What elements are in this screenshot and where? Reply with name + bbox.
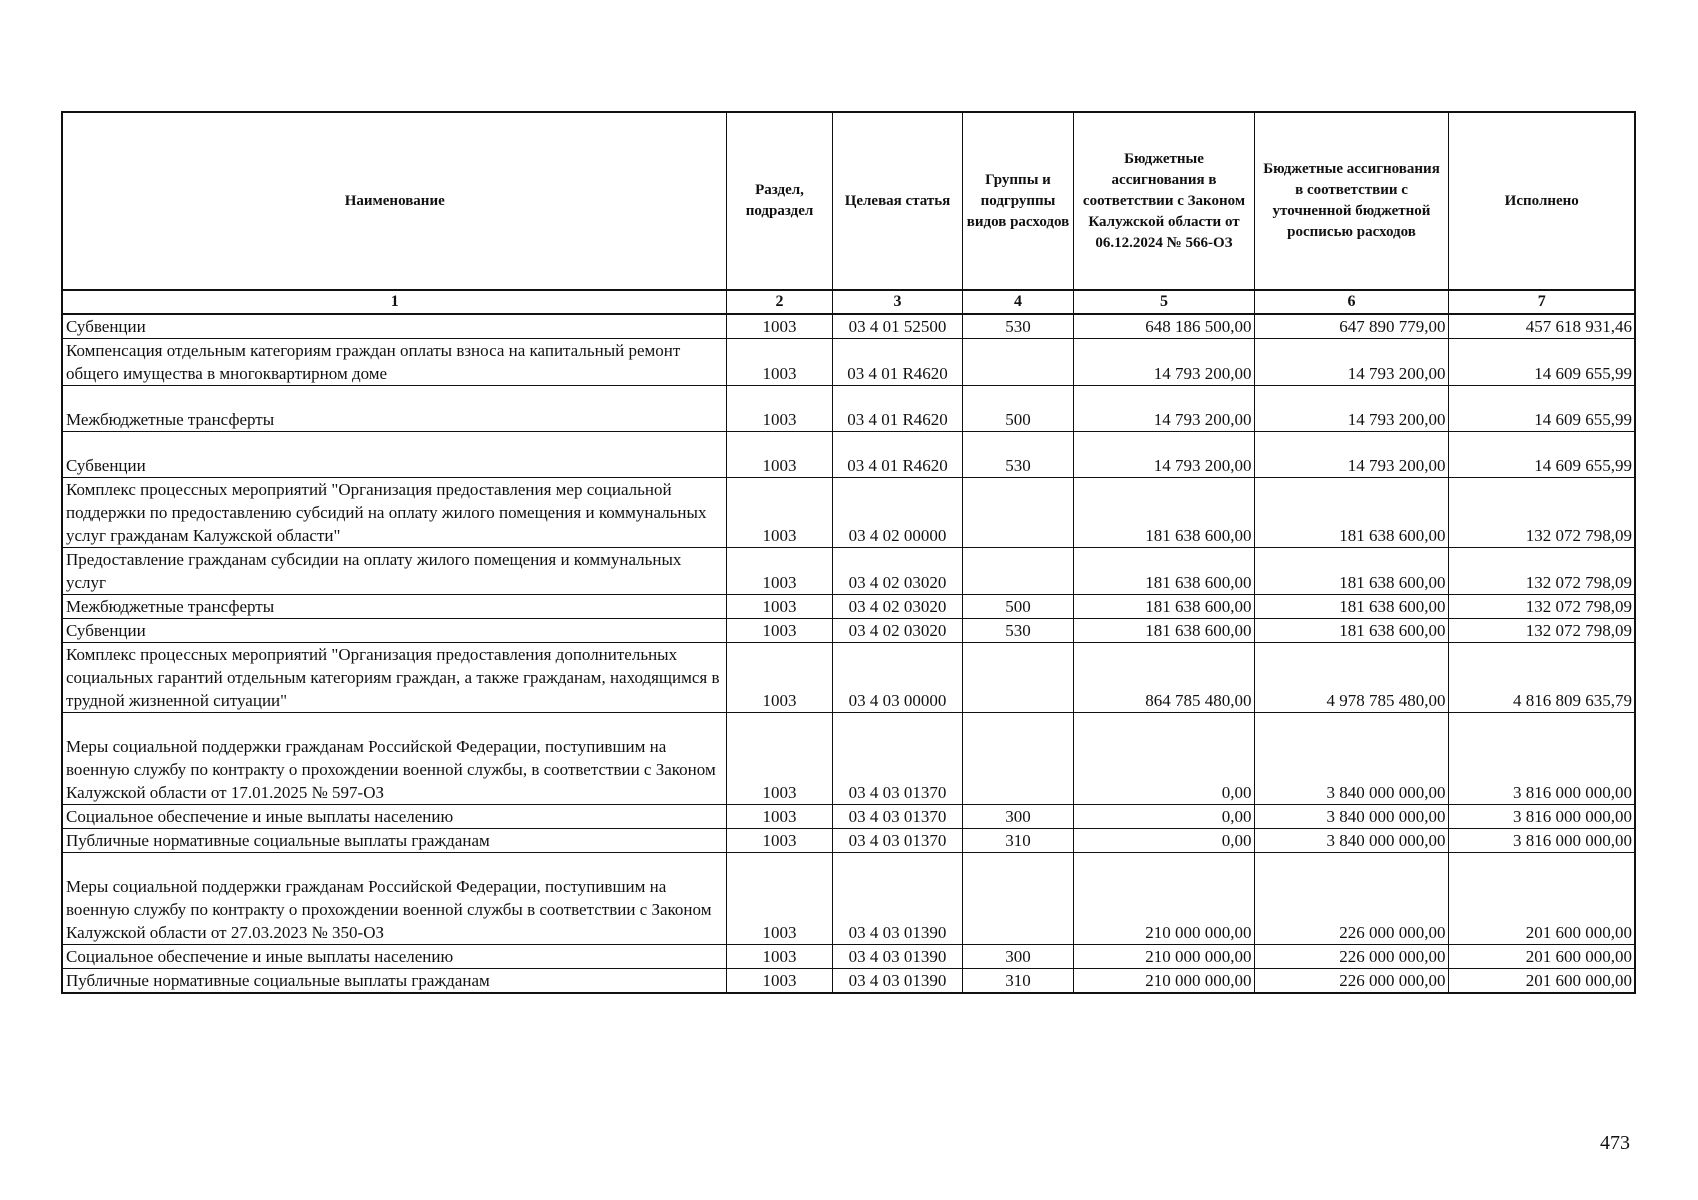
table-row bbox=[62, 805, 1635, 829]
row-article: 03 4 01 R4620 bbox=[832, 339, 962, 386]
row-group bbox=[962, 713, 1073, 805]
row-refined-allocation: 181 638 600,00 bbox=[1254, 478, 1448, 548]
row-name: Межбюджетные трансферты bbox=[62, 595, 726, 619]
row-article: 03 4 03 01390 bbox=[832, 945, 962, 969]
row-name: Социальное обеспечение и иные выплаты населению bbox=[62, 945, 726, 969]
row-article: 03 4 03 01390 bbox=[832, 853, 962, 945]
row-refined-allocation: 226 000 000,00 bbox=[1254, 853, 1448, 945]
row-section: 1003 bbox=[726, 595, 832, 619]
table-row bbox=[62, 853, 1635, 945]
row-refined-allocation: 3 840 000 000,00 bbox=[1254, 713, 1448, 805]
row-executed: 3 816 000 000,00 bbox=[1448, 829, 1635, 853]
row-name: Публичные нормативные социальные выплаты гражданам bbox=[62, 829, 726, 853]
row-law-allocation: 0,00 bbox=[1073, 713, 1254, 805]
row-article: 03 4 02 00000 bbox=[832, 478, 962, 548]
row-executed: 4 816 809 635,79 bbox=[1448, 643, 1635, 713]
header-group: Группы и подгруппы видов расходов bbox=[962, 112, 1073, 290]
row-refined-allocation: 3 840 000 000,00 bbox=[1254, 829, 1448, 853]
row-law-allocation: 14 793 200,00 bbox=[1073, 339, 1254, 386]
row-article: 03 4 01 R4620 bbox=[832, 386, 962, 432]
budget-table bbox=[61, 111, 1636, 994]
row-article: 03 4 02 03020 bbox=[832, 548, 962, 595]
row-refined-allocation: 226 000 000,00 bbox=[1254, 945, 1448, 969]
column-number: 1 bbox=[62, 290, 726, 314]
table-row bbox=[62, 478, 1635, 548]
header-executed: Исполнено bbox=[1448, 112, 1635, 290]
row-section: 1003 bbox=[726, 805, 832, 829]
row-section: 1003 bbox=[726, 478, 832, 548]
table-row bbox=[62, 969, 1635, 994]
row-section: 1003 bbox=[726, 619, 832, 643]
row-executed: 14 609 655,99 bbox=[1448, 339, 1635, 386]
row-group: 310 bbox=[962, 829, 1073, 853]
row-article: 03 4 03 00000 bbox=[832, 643, 962, 713]
table-row bbox=[62, 314, 1635, 339]
row-group bbox=[962, 853, 1073, 945]
row-name: Меры социальной поддержки гражданам Российской Федерации, поступившим на военную службу по контракту о прохождении военной службы, в соответствии с Законом Калужской области от 17.01.2025 № 597-ОЗ bbox=[62, 713, 726, 805]
row-executed: 132 072 798,09 bbox=[1448, 548, 1635, 595]
row-group bbox=[962, 478, 1073, 548]
row-section: 1003 bbox=[726, 386, 832, 432]
row-executed: 132 072 798,09 bbox=[1448, 478, 1635, 548]
table-row bbox=[62, 595, 1635, 619]
row-refined-allocation: 226 000 000,00 bbox=[1254, 969, 1448, 994]
row-law-allocation: 210 000 000,00 bbox=[1073, 853, 1254, 945]
column-number: 2 bbox=[726, 290, 832, 314]
row-section: 1003 bbox=[726, 853, 832, 945]
column-number: 6 bbox=[1254, 290, 1448, 314]
row-section: 1003 bbox=[726, 713, 832, 805]
table-row bbox=[62, 386, 1635, 432]
row-group bbox=[962, 643, 1073, 713]
row-law-allocation: 864 785 480,00 bbox=[1073, 643, 1254, 713]
row-refined-allocation: 14 793 200,00 bbox=[1254, 339, 1448, 386]
row-name: Межбюджетные трансферты bbox=[62, 386, 726, 432]
row-name: Комплекс процессных мероприятий "Организация предоставления мер социальной поддержки по предоставлению субсидий на оплату жилого помещения и коммунальных услуг гражданам Калужской области" bbox=[62, 478, 726, 548]
row-group: 300 bbox=[962, 805, 1073, 829]
row-name: Социальное обеспечение и иные выплаты населению bbox=[62, 805, 726, 829]
row-article: 03 4 03 01370 bbox=[832, 829, 962, 853]
table-row bbox=[62, 619, 1635, 643]
header-article: Целевая статья bbox=[832, 112, 962, 290]
row-name: Комплекс процессных мероприятий "Организация предоставления дополнительных социальных гарантий отдельным категориям граждан, а также гражданам, находящимся в трудной жизненной ситуации" bbox=[62, 643, 726, 713]
row-section: 1003 bbox=[726, 432, 832, 478]
row-group: 300 bbox=[962, 945, 1073, 969]
row-executed: 3 816 000 000,00 bbox=[1448, 713, 1635, 805]
row-law-allocation: 0,00 bbox=[1073, 805, 1254, 829]
row-law-allocation: 181 638 600,00 bbox=[1073, 478, 1254, 548]
row-executed: 132 072 798,09 bbox=[1448, 595, 1635, 619]
row-section: 1003 bbox=[726, 314, 832, 339]
column-number: 5 bbox=[1073, 290, 1254, 314]
row-article: 03 4 03 01370 bbox=[832, 713, 962, 805]
row-group: 500 bbox=[962, 595, 1073, 619]
header-row bbox=[62, 112, 1635, 290]
table-body bbox=[62, 314, 1635, 993]
row-section: 1003 bbox=[726, 643, 832, 713]
row-refined-allocation: 14 793 200,00 bbox=[1254, 386, 1448, 432]
header-name: Наименование bbox=[62, 112, 726, 290]
row-section: 1003 bbox=[726, 548, 832, 595]
row-executed: 14 609 655,99 bbox=[1448, 386, 1635, 432]
row-executed: 201 600 000,00 bbox=[1448, 853, 1635, 945]
column-number: 3 bbox=[832, 290, 962, 314]
row-refined-allocation: 4 978 785 480,00 bbox=[1254, 643, 1448, 713]
row-law-allocation: 0,00 bbox=[1073, 829, 1254, 853]
row-article: 03 4 03 01390 bbox=[832, 969, 962, 994]
row-law-allocation: 14 793 200,00 bbox=[1073, 432, 1254, 478]
row-group bbox=[962, 339, 1073, 386]
row-name: Субвенции bbox=[62, 314, 726, 339]
row-section: 1003 bbox=[726, 339, 832, 386]
column-number-row bbox=[62, 290, 1635, 314]
table-row bbox=[62, 339, 1635, 386]
row-name: Публичные нормативные социальные выплаты гражданам bbox=[62, 969, 726, 994]
row-law-allocation: 181 638 600,00 bbox=[1073, 619, 1254, 643]
row-article: 03 4 03 01370 bbox=[832, 805, 962, 829]
page-number: 473 bbox=[1600, 1132, 1630, 1154]
row-law-allocation: 181 638 600,00 bbox=[1073, 595, 1254, 619]
row-article: 03 4 01 R4620 bbox=[832, 432, 962, 478]
row-refined-allocation: 181 638 600,00 bbox=[1254, 548, 1448, 595]
row-article: 03 4 01 52500 bbox=[832, 314, 962, 339]
header-law-allocation: Бюджетные ассигнования в соответствии с Законом Калужской области от 06.12.2024 № 566-ОЗ bbox=[1073, 112, 1254, 290]
row-refined-allocation: 647 890 779,00 bbox=[1254, 314, 1448, 339]
row-law-allocation: 210 000 000,00 bbox=[1073, 945, 1254, 969]
row-name: Меры социальной поддержки гражданам Российской Федерации, поступившим на военную службу по контракту о прохождении военной службы в соответствии с Законом Калужской области от 27.03.2023 № 350-ОЗ bbox=[62, 853, 726, 945]
header-section: Раздел, подраздел bbox=[726, 112, 832, 290]
table-row bbox=[62, 432, 1635, 478]
row-executed: 201 600 000,00 bbox=[1448, 969, 1635, 994]
row-group: 530 bbox=[962, 314, 1073, 339]
row-executed: 3 816 000 000,00 bbox=[1448, 805, 1635, 829]
row-executed: 201 600 000,00 bbox=[1448, 945, 1635, 969]
row-refined-allocation: 181 638 600,00 bbox=[1254, 619, 1448, 643]
row-article: 03 4 02 03020 bbox=[832, 595, 962, 619]
row-group: 310 bbox=[962, 969, 1073, 994]
row-law-allocation: 648 186 500,00 bbox=[1073, 314, 1254, 339]
column-number: 4 bbox=[962, 290, 1073, 314]
row-section: 1003 bbox=[726, 969, 832, 994]
row-executed: 14 609 655,99 bbox=[1448, 432, 1635, 478]
row-group: 530 bbox=[962, 432, 1073, 478]
row-refined-allocation: 181 638 600,00 bbox=[1254, 595, 1448, 619]
header-refined-allocation: Бюджетные ассигнования в соответствии с уточненной бюджетной росписью расходов bbox=[1254, 112, 1448, 290]
row-law-allocation: 14 793 200,00 bbox=[1073, 386, 1254, 432]
row-section: 1003 bbox=[726, 829, 832, 853]
row-name: Предоставление гражданам субсидии на оплату жилого помещения и коммунальных услуг bbox=[62, 548, 726, 595]
column-number: 7 bbox=[1448, 290, 1635, 314]
row-section: 1003 bbox=[726, 945, 832, 969]
table-row bbox=[62, 829, 1635, 853]
table-row bbox=[62, 713, 1635, 805]
table-row bbox=[62, 945, 1635, 969]
row-name: Субвенции bbox=[62, 619, 726, 643]
row-name: Субвенции bbox=[62, 432, 726, 478]
row-article: 03 4 02 03020 bbox=[832, 619, 962, 643]
row-refined-allocation: 14 793 200,00 bbox=[1254, 432, 1448, 478]
row-executed: 132 072 798,09 bbox=[1448, 619, 1635, 643]
row-law-allocation: 210 000 000,00 bbox=[1073, 969, 1254, 994]
table-row bbox=[62, 548, 1635, 595]
table-row bbox=[62, 643, 1635, 713]
row-name: Компенсация отдельным категориям граждан оплаты взноса на капитальный ремонт общего имущества в многоквартирном доме bbox=[62, 339, 726, 386]
row-refined-allocation: 3 840 000 000,00 bbox=[1254, 805, 1448, 829]
row-law-allocation: 181 638 600,00 bbox=[1073, 548, 1254, 595]
row-executed: 457 618 931,46 bbox=[1448, 314, 1635, 339]
row-group bbox=[962, 548, 1073, 595]
row-group: 530 bbox=[962, 619, 1073, 643]
row-group: 500 bbox=[962, 386, 1073, 432]
